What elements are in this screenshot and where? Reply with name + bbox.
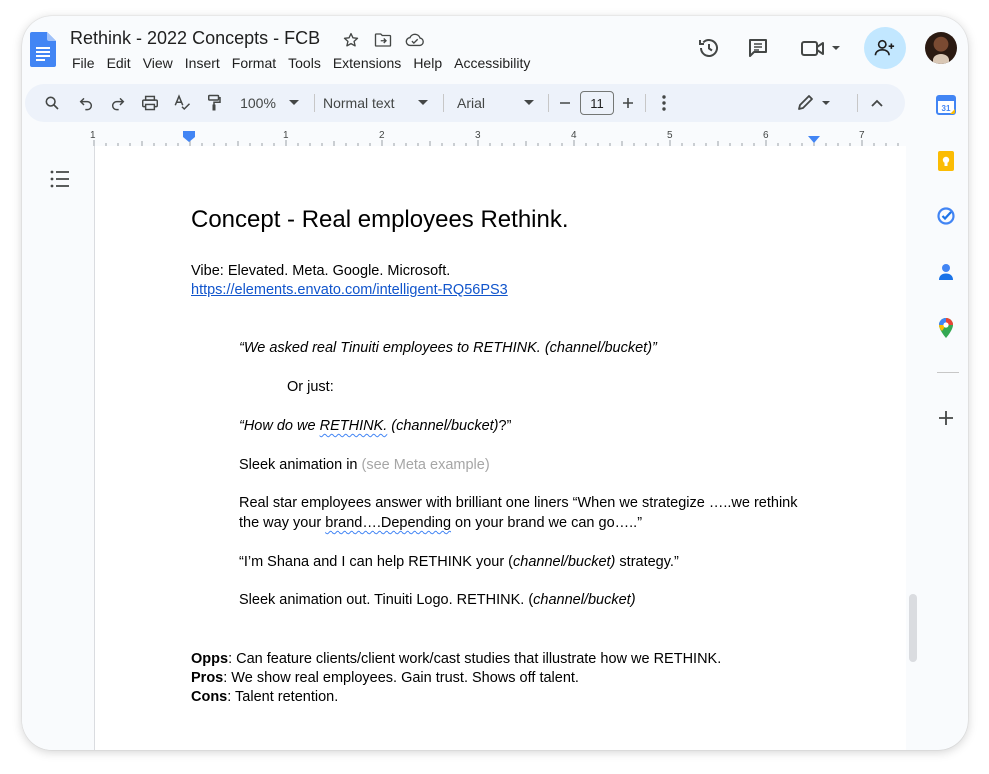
version-history-icon[interactable] — [695, 34, 723, 62]
sleek-out-part: channel/bucket) — [533, 592, 636, 608]
menu-file[interactable]: File — [72, 55, 95, 71]
ruler-label: 2 — [379, 130, 385, 141]
move-folder-icon[interactable] — [372, 30, 394, 50]
ruler-label: 4 — [571, 130, 577, 141]
pros-text: : We show real employees. Gain trust. Shows off talent. — [223, 670, 579, 686]
toolbar-divider — [645, 94, 646, 112]
sleek-in-note: (see Meta example) — [361, 457, 490, 473]
cloud-saved-icon[interactable] — [404, 30, 426, 50]
menu-insert[interactable]: Insert — [184, 55, 220, 71]
menu-accessibility[interactable]: Accessibility — [454, 55, 531, 71]
collapse-menus-icon[interactable] — [868, 93, 886, 113]
quote-line-1: “We asked real Tinuiti employees to RETHINK. (channel/bucket)” — [239, 340, 657, 356]
shana-part: “I’m Shana and I can help RETHINK your ( — [239, 554, 514, 570]
menu-help[interactable]: Help — [413, 55, 443, 71]
sleek-out-part: Sleek animation out. Tinuiti Logo. RETHINK. ( — [239, 592, 534, 608]
meet-icon[interactable] — [800, 34, 842, 62]
toolbar-divider — [548, 94, 549, 112]
concept-heading: Concept - Real employees Rethink. — [191, 206, 569, 233]
docs-window — [22, 16, 968, 750]
cons-label: Cons — [191, 689, 228, 705]
redo-icon[interactable] — [106, 93, 130, 113]
menu-format[interactable]: Format — [231, 55, 277, 71]
quote-line-2 — [239, 416, 511, 436]
menu-tools[interactable]: Tools — [288, 55, 321, 71]
pros-label: Pros — [191, 670, 224, 686]
quote2-part: “How do we — [239, 418, 320, 434]
style-dropdown-icon[interactable] — [417, 93, 429, 113]
document-title[interactable]: Rethink - 2022 Concepts - FCB — [70, 28, 321, 48]
ruler-label: 1 — [90, 130, 96, 141]
cons-text: : Talent retention. — [227, 689, 339, 705]
tasks-icon[interactable] — [934, 204, 958, 228]
editing-mode-icon[interactable] — [795, 93, 835, 113]
increase-font-size-icon[interactable] — [619, 93, 637, 113]
font-size-input[interactable]: 11 — [580, 91, 614, 115]
print-icon[interactable] — [138, 93, 162, 113]
ruler[interactable] — [92, 130, 922, 146]
spelling-check-icon[interactable] — [170, 93, 194, 113]
opps-line — [191, 649, 721, 669]
ruler-label: 5 — [667, 130, 673, 141]
reference-link[interactable]: https://elements.envato.com/intelligent-RQ56PS3 — [191, 282, 508, 298]
undo-icon[interactable] — [74, 93, 98, 113]
toolbar — [25, 84, 905, 122]
contacts-icon[interactable] — [934, 260, 958, 284]
menu-extensions[interactable]: Extensions — [332, 55, 402, 71]
real-star-part: on your brand we can go…..” — [451, 515, 643, 531]
pros-line — [191, 668, 579, 688]
font-dropdown-icon[interactable] — [523, 93, 535, 113]
toolbar-divider — [857, 94, 858, 112]
more-options-icon[interactable] — [655, 93, 673, 113]
vertical-scrollbar[interactable] — [909, 594, 917, 662]
or-just-line: Or just: — [287, 379, 334, 395]
real-star-line-2 — [239, 513, 642, 533]
zoom-select[interactable]: 100% — [240, 95, 276, 111]
add-addon-icon[interactable] — [934, 406, 958, 430]
calendar-icon[interactable] — [934, 93, 958, 117]
comments-icon[interactable] — [744, 34, 772, 62]
search-menus-icon[interactable] — [40, 93, 64, 113]
sleek-in-text: Sleek animation in — [239, 457, 362, 473]
quote2-part: (channel/bucket) — [387, 418, 499, 434]
star-icon[interactable] — [340, 30, 362, 50]
opps-label: Opps — [191, 651, 229, 667]
ruler-label: 7 — [859, 130, 865, 141]
zoom-dropdown-icon[interactable] — [288, 93, 300, 113]
menu-edit[interactable]: Edit — [106, 55, 131, 71]
font-select[interactable]: Arial — [457, 95, 486, 111]
decrease-font-size-icon[interactable] — [556, 93, 574, 113]
opps-text: : Can feature clients/client work/cast studies that illustrate how we RETHINK. — [228, 651, 722, 667]
cons-line — [191, 687, 338, 707]
real-star-part: the way your — [239, 515, 326, 531]
shana-part: channel/bucket) — [513, 554, 616, 570]
toolbar-divider — [314, 94, 315, 112]
sleek-animation-out-line — [239, 590, 636, 610]
share-button[interactable] — [864, 27, 906, 69]
menu-view[interactable]: View — [142, 55, 173, 71]
keep-icon[interactable] — [934, 149, 958, 173]
quote2-misspelled[interactable]: RETHINK. — [319, 418, 388, 434]
shana-part: strategy.” — [615, 554, 679, 570]
toolbar-divider — [443, 94, 444, 112]
vibe-line: Vibe: Elevated. Meta. Google. Microsoft. — [191, 263, 451, 279]
side-panel-divider — [937, 372, 959, 373]
ruler-label: 3 — [475, 130, 481, 141]
real-star-line-1: Real star employees answer with brilliant one liners “When we strategize …..we rethink — [239, 495, 798, 511]
real-star-misspelled[interactable]: brand….Depending — [325, 515, 452, 531]
sleek-animation-in-line — [239, 455, 490, 475]
docs-logo-icon[interactable] — [30, 32, 56, 67]
ruler-label: 1 — [283, 130, 289, 141]
shana-line — [239, 552, 679, 572]
user-avatar[interactable] — [925, 32, 957, 64]
menu-bar — [66, 54, 536, 72]
svg-text:31: 31 — [941, 104, 951, 113]
document-outline-icon[interactable] — [50, 170, 70, 190]
document-page[interactable] — [94, 146, 906, 750]
quote2-part: ?” — [498, 418, 512, 434]
style-select[interactable]: Normal text — [323, 95, 395, 111]
maps-icon[interactable] — [934, 316, 958, 340]
ruler-label: 6 — [763, 130, 769, 141]
paint-format-icon[interactable] — [202, 93, 226, 113]
